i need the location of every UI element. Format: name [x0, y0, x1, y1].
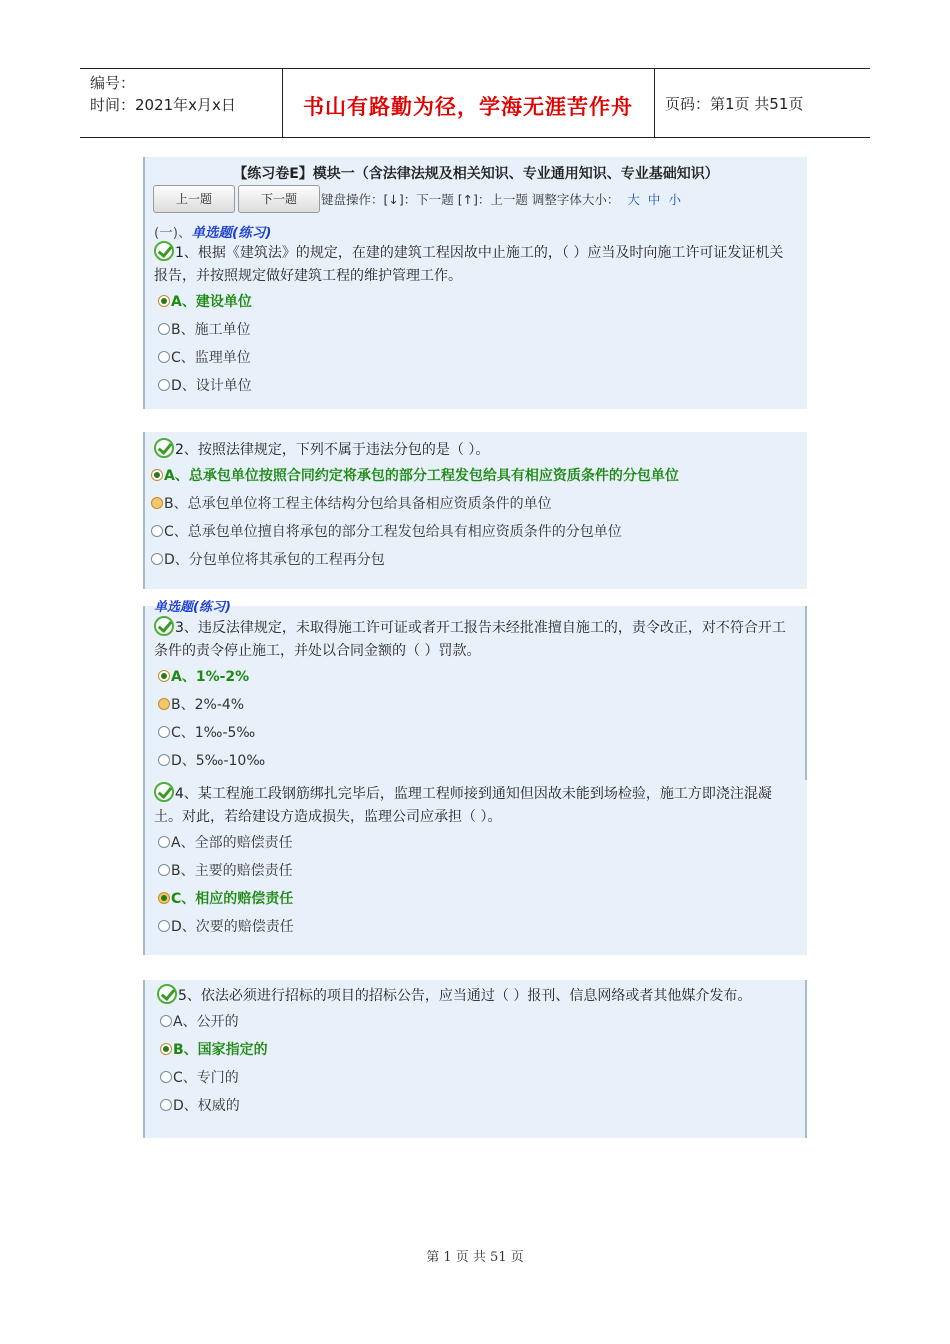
option-label: A、建设单位	[171, 294, 252, 310]
radio-highlighted-icon[interactable]	[158, 698, 170, 710]
answered-check-icon	[154, 438, 174, 458]
question-1-option-a[interactable]	[145, 288, 807, 316]
header-page-info: 页码：第1页 共51页	[665, 95, 804, 113]
font-size-small-link[interactable]: 小	[668, 192, 681, 207]
question-1-option-c[interactable]	[145, 344, 807, 372]
section-name: 单选题(练习)	[191, 225, 272, 241]
page-footer: 第 1 页 共 51 页	[426, 1250, 524, 1265]
answered-check-icon	[154, 616, 174, 636]
document-time-label: 时间：2021年x月x日	[90, 96, 236, 114]
font-size-medium-link[interactable]: 中	[647, 192, 661, 207]
radio-icon[interactable]	[151, 525, 163, 537]
radio-icon[interactable]	[160, 1015, 172, 1027]
option-label: C、相应的赔偿责任	[171, 891, 294, 907]
previous-question-button[interactable]: 上一题	[153, 185, 235, 213]
radio-icon[interactable]	[158, 864, 170, 876]
answered-check-icon	[154, 241, 174, 261]
section-label-fragment: 单选题(练习)	[154, 600, 231, 615]
document-header	[80, 68, 870, 138]
question-5-option-c[interactable]	[145, 1064, 805, 1092]
exam-panel-3	[143, 600, 807, 780]
question-1-option-b[interactable]	[145, 316, 807, 344]
option-label: D、设计单位	[171, 378, 252, 394]
question-5-stem: 5、依法必须进行招标的项目的招标公告，应当通过（ ）报刊、信息网络或者其他媒介发布。	[178, 988, 752, 1004]
header-motto-cell	[282, 69, 655, 137]
radio-icon[interactable]	[158, 379, 170, 391]
question-1-text	[145, 241, 807, 288]
radio-icon[interactable]	[158, 351, 170, 363]
radio-icon[interactable]	[160, 1099, 172, 1111]
question-4-option-d[interactable]	[145, 913, 807, 941]
option-label: A、1%-2%	[171, 669, 250, 685]
radio-selected-icon[interactable]	[160, 1043, 172, 1055]
question-3-option-d[interactable]	[145, 747, 805, 775]
question-1-option-d[interactable]	[145, 372, 807, 400]
question-5-text	[145, 980, 805, 1008]
option-label: C、专门的	[173, 1070, 239, 1086]
exam-title: 【练习卷E】模块一（含法律法规及相关知识、专业通用知识、专业基础知识）	[233, 166, 719, 182]
question-2-option-b[interactable]	[145, 490, 807, 518]
question-4-stem: 4、某工程施工段钢筋绑扎完毕后，监理工程师接到通知但因故未能到场检验，施工方即浇注混凝土。对此，若给建设方造成损失，监理公司应承担（ ）。	[154, 786, 772, 825]
option-label: D、次要的赔偿责任	[171, 919, 294, 935]
option-label: D、分包单位将其承包的工程再分包	[164, 552, 385, 568]
question-2-option-d[interactable]	[145, 546, 807, 574]
option-label: B、2%-4%	[171, 697, 245, 713]
radio-icon[interactable]	[160, 1071, 172, 1083]
keyboard-hint-text: 键盘操作：[↓]：下一题 [↑]：上一题 调整字体大小：	[321, 192, 620, 207]
question-3-option-b[interactable]	[145, 691, 805, 719]
radio-selected-icon[interactable]	[158, 295, 170, 307]
option-label: D、权威的	[173, 1098, 240, 1114]
exam-panel-1	[143, 157, 807, 409]
radio-selected-icon[interactable]	[151, 469, 163, 481]
question-3-option-c[interactable]	[145, 719, 805, 747]
header-page-cell	[655, 69, 870, 137]
question-3-text	[145, 612, 805, 663]
answered-check-icon	[157, 984, 177, 1004]
exam-toolbar	[145, 185, 807, 215]
exam-panel-4	[143, 780, 807, 955]
radio-icon[interactable]	[158, 323, 170, 335]
option-label: D、5‰-10‰	[171, 753, 266, 769]
section-prefix: (一)、	[154, 225, 192, 241]
radio-icon[interactable]	[151, 553, 163, 565]
option-label: B、国家指定的	[173, 1042, 268, 1058]
exam-panel-5	[143, 980, 807, 1138]
font-size-large-link[interactable]: 大	[627, 192, 640, 207]
radio-icon[interactable]	[158, 726, 170, 738]
radio-selected-icon[interactable]	[158, 892, 170, 904]
option-label: B、施工单位	[171, 322, 251, 338]
header-motto: 书山有路勤为径，学海无涯苦作舟	[303, 95, 633, 119]
radio-selected-icon[interactable]	[158, 670, 170, 682]
option-label: A、公开的	[173, 1014, 239, 1030]
option-label: C、1‰-5‰	[171, 725, 256, 741]
question-4-text	[145, 780, 807, 829]
section-label	[154, 221, 807, 241]
next-question-button[interactable]: 下一题	[238, 185, 320, 213]
question-4-option-b[interactable]	[145, 857, 807, 885]
option-label: B、总承包单位将工程主体结构分包给具备相应资质条件的单位	[164, 496, 552, 512]
radio-icon[interactable]	[158, 754, 170, 766]
radio-icon[interactable]	[158, 836, 170, 848]
question-5-option-a[interactable]	[145, 1008, 805, 1036]
question-4-option-a[interactable]	[145, 829, 807, 857]
question-5-option-b[interactable]	[145, 1036, 805, 1064]
option-label: B、主要的赔偿责任	[171, 863, 293, 879]
question-1-stem: 1、根据《建筑法》的规定，在建的建筑工程因故中止施工的，（ ）应当及时向施工许可证发证机关报告，并按照规定做好建筑工程的维护管理工作。	[154, 245, 784, 284]
header-meta-cell	[80, 69, 283, 137]
question-3-stem: 3、违反法律规定，未取得施工许可证或者开工报告未经批准擅自施工的，责令改正，对不符合开工条件的责令停止施工，并处以合同金额的（ ）罚款。	[154, 620, 786, 659]
option-label: C、监理单位	[171, 350, 251, 366]
question-2-option-a[interactable]	[145, 462, 807, 490]
question-4-option-c[interactable]	[145, 885, 807, 913]
option-label: A、总承包单位按照合同约定将承包的部分工程发包给具有相应资质条件的分包单位	[164, 468, 679, 484]
keyboard-hint	[321, 190, 681, 208]
option-label: A、全部的赔偿责任	[171, 835, 293, 851]
question-2-option-c[interactable]	[145, 518, 807, 546]
radio-icon[interactable]	[158, 920, 170, 932]
answered-check-icon	[154, 782, 174, 802]
question-2-stem: 2、按照法律规定，下列不属于违法分包的是（ ）。	[175, 442, 490, 458]
document-number-label: 编号：	[90, 74, 136, 92]
question-2-text	[145, 432, 807, 462]
exam-panel-2	[143, 432, 807, 589]
question-3-option-a[interactable]	[145, 663, 805, 691]
question-5-option-d[interactable]	[145, 1092, 805, 1120]
option-label: C、总承包单位擅自将承包的部分工程发包给具有相应资质条件的分包单位	[164, 524, 622, 540]
radio-highlighted-icon[interactable]	[151, 497, 163, 509]
